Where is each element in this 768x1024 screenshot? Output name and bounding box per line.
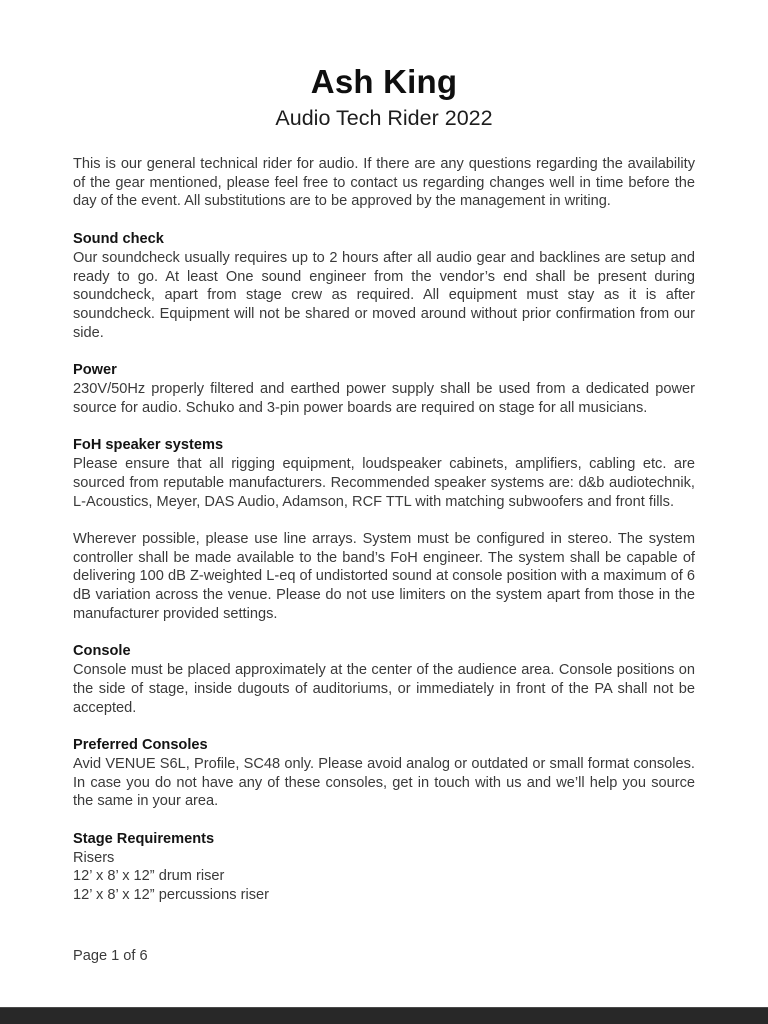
section-paragraph: Wherever possible, please use line arrays. System must be configured in stereo. The system controller shall be made available to the band’s FoH engineer. The system shall be capable of delivering 100 dB Z-weighted L-eq of undistorted sound at console position with a maximum of 6 dB variation across the venue. Please do not use limiters on the system apart from those in the manufacturer provided settings. <box>73 530 695 622</box>
stage-requirement-line: 12’ x 8’ x 12” percussions riser <box>73 887 270 904</box>
section-paragraph: 230V/50Hz properly filtered and earthed power supply shall be used from a dedicated power source for audio. Schuko and 3-pin power boards are required on stage for all musicians. <box>73 381 695 416</box>
section-heading-foh: FoH speaker systems <box>73 437 224 454</box>
section-paragraph: Our soundcheck usually requires up to 2 hours after all audio gear and backlines are setup and ready to go. At least One sound engineer from the vendor’s end shall be present during soundcheck, apart from stage crew as required. All equipment must stay as it is after soundcheck. Equipment will not be shared or moved around without prior confirmation from our side. <box>73 249 695 341</box>
section-paragraph: Avid VENUE S6L, Profile, SC48 only. Please avoid analog or outdated or small format consoles. In case you do not have any of these consoles, get in touch with us and we’ll help you source the same in your area. <box>73 755 695 810</box>
document-title: Ash King <box>310 63 458 100</box>
section-heading-sound-check: Sound check <box>73 231 164 248</box>
stage-requirement-line: Risers <box>73 849 115 866</box>
section-console <box>73 642 695 717</box>
section-power <box>73 361 695 417</box>
document-subtitle: Audio Tech Rider 2022 <box>275 106 493 130</box>
section-sound-check <box>73 230 695 342</box>
section-paragraph: Please ensure that all rigging equipment, loudspeaker cabinets, amplifiers, cabling etc. are sourced from reputable manufacturers. Recommended speaker systems are: d&b audiotechnik, L-Acoustics, Meyer, DAS Audio, Adamson, RCF TTL with matching subwoofers and front fills. <box>73 456 695 510</box>
page-number-footer: Page 1 of 6 <box>73 948 148 965</box>
section-heading-power: Power <box>73 362 117 379</box>
section-preferred-consoles <box>73 736 695 811</box>
section-heading-preferred-consoles: Preferred Consoles <box>73 737 208 754</box>
section-foh-speaker-systems <box>73 436 695 623</box>
stage-requirement-line: 12’ x 8’ x 12” drum riser <box>73 868 225 885</box>
section-paragraph: Console must be placed approximately at the center of the audience area. Console positions on the side of stage, inside dugouts of auditoriums, or immediately in front of the PA shall not be accepted. <box>73 662 695 716</box>
section-heading-console: Console <box>73 643 131 660</box>
section-heading-stage-requirements: Stage Requirements <box>73 831 215 848</box>
viewer-bottom-bar <box>0 1007 768 1024</box>
intro-paragraph: This is our general technical rider for audio. If there are any questions regarding the availability of the gear mentioned, please feel free to contact us regarding changes well in time before the day of the event. All substitutions are to be approved by the management in writing. <box>73 156 695 210</box>
section-stage-requirements <box>73 830 695 905</box>
